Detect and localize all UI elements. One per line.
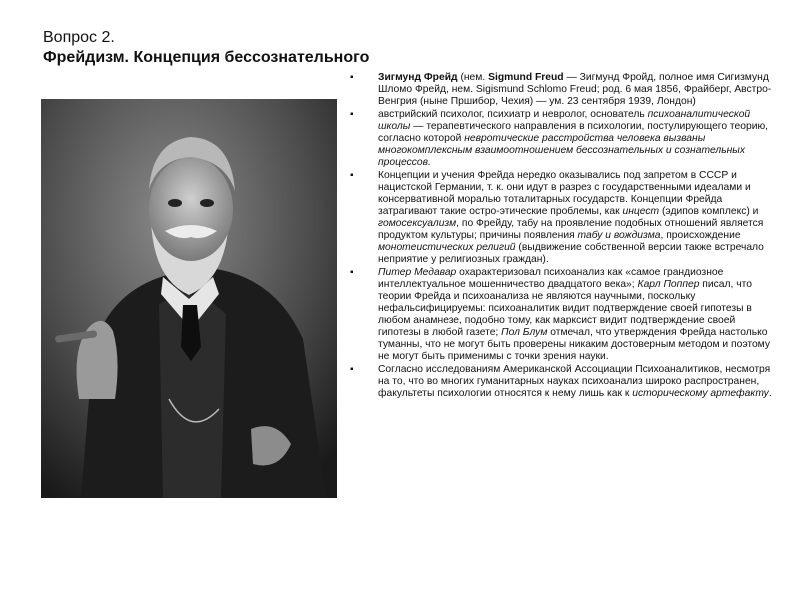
text-run: . (768, 388, 772, 399)
italic-run: монотеистических религий (378, 242, 516, 253)
italic-run: табу и вождизма (577, 230, 661, 241)
text-run: (выдвижение собственной версии также встречало неприятие у религиозных граждан). (378, 242, 764, 265)
text-run: — Зигмунд Фройд, полное имя Сигизмунд Шломо Фрейд, нем. Sigismund Schlomo Freud; род. 6 мая 1856, Фрайберг, Австро-Венгрия (ныне Пршибор, Чехия) — ум. 23 сентября 1939, Лондон) (378, 72, 772, 107)
list-item-text (378, 364, 778, 400)
italic-run: невротические расстройства человека вызваны многокомплексным взаимоотношением бессознательных и сознательных процессов. (378, 133, 746, 168)
italic-run: психоаналитической школы (378, 109, 751, 132)
text-run: Концепции и учения Фрейда нередко оказывались под запретом в СССР и нацистской Германии, т. к. они идут в разрез с государственными идеалами и консервативной моралью тоталитарных государств. Концепции Фрейда затрагивают такие остро-этические проблемы, как (378, 170, 751, 217)
list-item (350, 72, 778, 108)
list-item-text (378, 170, 778, 266)
list-item (350, 109, 778, 169)
text-run: австрийский психолог, психиатр и невролог, основатель (378, 109, 648, 120)
text-run: (нем. (457, 72, 489, 83)
latin-name: Sigmund Freud (488, 72, 564, 83)
bullet-icon: ▪ (350, 170, 354, 181)
bullet-icon: ▪ (350, 364, 354, 375)
person-name: Зигмунд Фрейд (378, 72, 458, 83)
list-item-text (378, 109, 778, 169)
list-item (350, 170, 778, 266)
text-run: отмечал, что утверждения Фрейда настолько туманны, что не могут быть проверены никаким достоверным методом и поэтому не могут быть применимы с точки зрения науки. (378, 327, 771, 362)
question-number: Вопрос 2. (43, 29, 115, 46)
text-run: Согласно исследованиям Американской Ассоциации Психоаналитиков, несмотря на то, что во многих гуманитарных науках психоанализ широко распространен, факультеты психологии относятся к нему лишь как к (378, 364, 771, 399)
text-run: писал, что теории Фрейда и психоанализа не являются научными, поскольку нефальсифицируемы: психоаналитик видит подтверждение своей гипотезы в любом анамнезе, подобно тому, как марксист видит подтверждение своей гипотезы в любой газете; (378, 279, 752, 338)
biography-list (350, 72, 778, 401)
text-run: (эдипов комплекс) и (659, 206, 759, 217)
italic-run: историческому артефакту (632, 388, 769, 399)
list-item-text (378, 267, 778, 363)
slide-heading: Фрейдизм. Концепция бессознательного (43, 49, 370, 66)
bullet-icon: ▪ (350, 72, 354, 83)
italic-run: инцест (622, 206, 660, 217)
text-run: , происхождение (660, 230, 741, 241)
list-item-text (378, 72, 778, 108)
list-item (350, 267, 778, 363)
portrait-photo (41, 99, 337, 498)
italic-run: Карл Поппер (637, 279, 700, 290)
italic-run: Пол Блум (501, 327, 548, 338)
portrait-icon (41, 99, 337, 498)
bullet-icon: ▪ (350, 267, 354, 278)
italic-run: Питер Медавар (378, 267, 457, 278)
text-run: — терапевтического направления в психологии, постулирующего теорию, согласно которой (378, 121, 769, 144)
list-item (350, 364, 778, 400)
text-run: охарактеризовал психоанализ как «самое грандиозное интеллектуальное мошенничество двадцатого века»; (378, 267, 724, 290)
bullet-icon: ▪ (350, 109, 354, 120)
text-run: , по Фрейду, табу на проявление подобных отношений является продуктом культуры; причины появления (378, 218, 764, 241)
italic-run: гомосексуализм (378, 218, 457, 229)
